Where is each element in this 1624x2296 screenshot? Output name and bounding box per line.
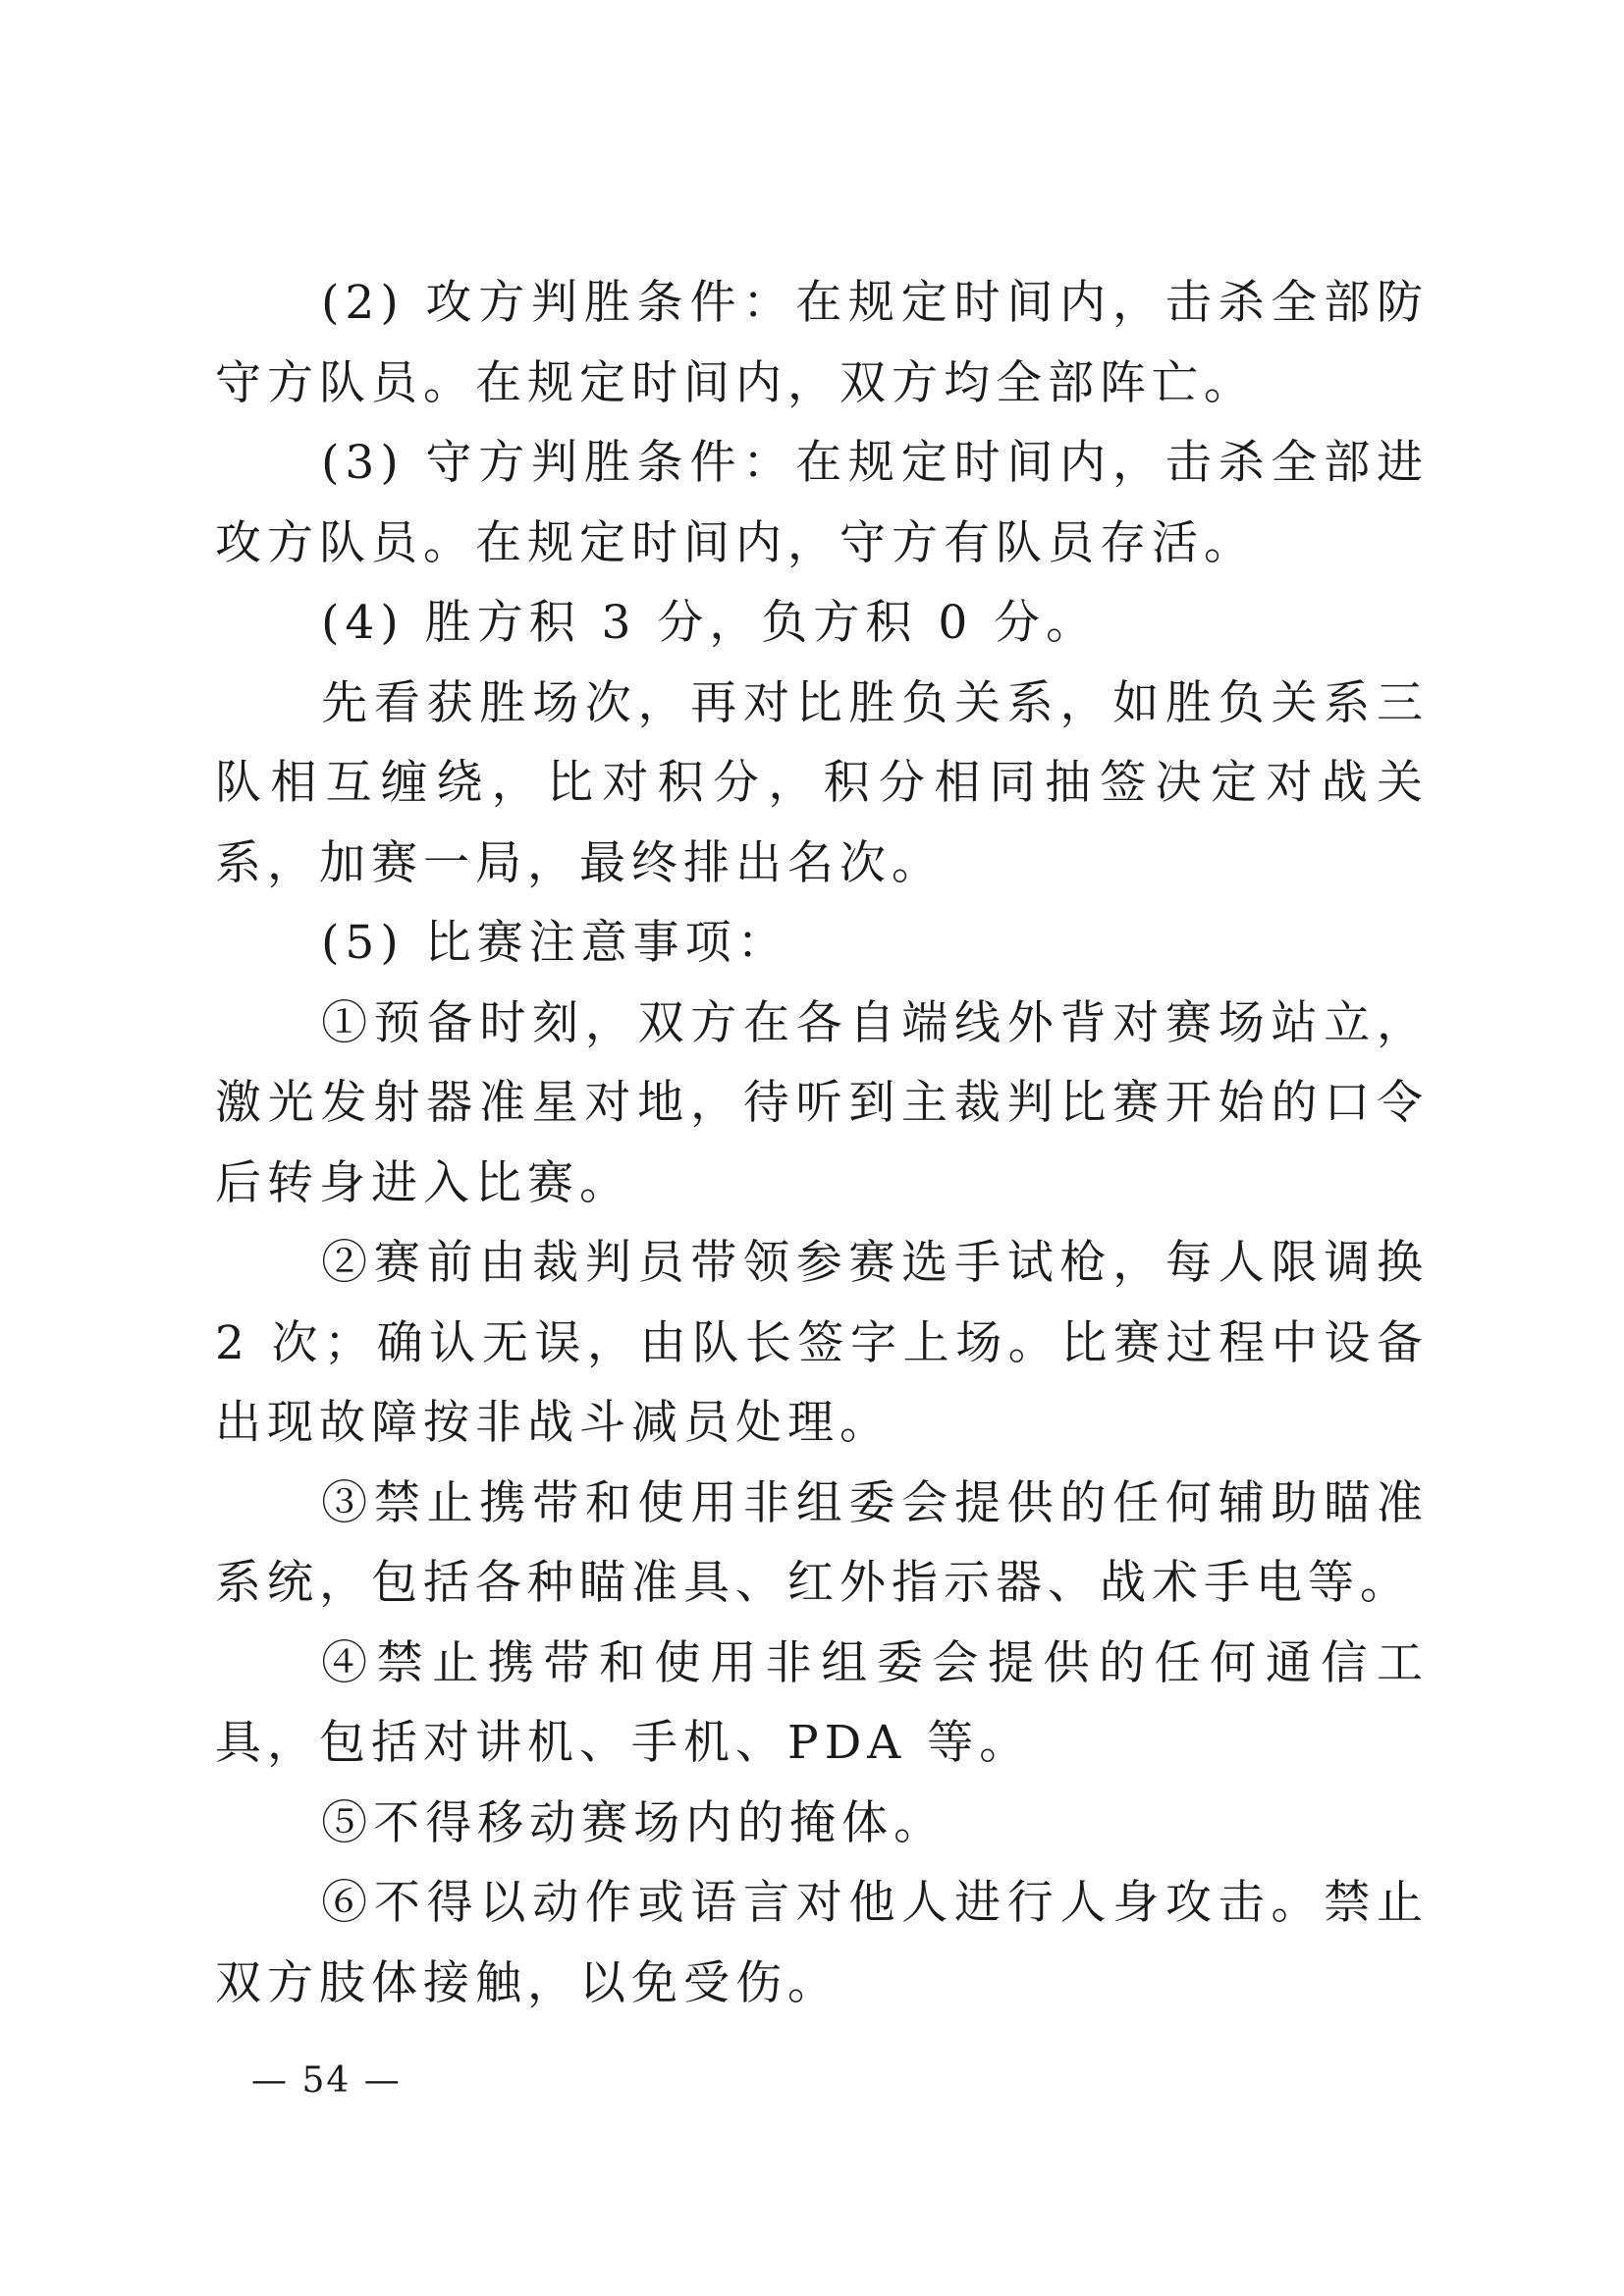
body-text (215, 263, 1429, 2023)
paragraph-ranking: 先看获胜场次，再对比胜负关系，如胜负关系三队相互缠绕，比对积分，积分相同抽签决定对战关系，加赛一局，最终排出名次。 (215, 675, 1429, 890)
paragraph-note-3: ③禁止携带和使用非组委会提供的任何辅助瞄准系统，包括各种瞄准具、红外指示器、战术手电等。 (215, 1475, 1429, 1610)
paragraph-note-5: ⑤不得移动赛场内的掩体。 (321, 1795, 947, 1850)
paragraph-defender-win: (3) 守方判胜条件：在规定时间内，击杀全部进攻方队员。在规定时间内，守方有队员存活。 (215, 436, 1429, 570)
paragraph-note-4: ④禁止携带和使用非组委会提供的任何通信工具，包括对讲机、手机、PDA 等。 (215, 1635, 1429, 1770)
paragraph-note-6: ⑥不得以动作或语言对他人进行人身攻击。禁止双方肢体接触，以免受伤。 (215, 1876, 1429, 2010)
page-number: — 54 — (251, 2060, 402, 2101)
paragraph-note-1: ①预备时刻，双方在各自端线外背对赛场站立，激光发射器准星对地，待听到主裁判比赛开始的口令后转身进入比赛。 (215, 995, 1429, 1210)
paragraph-points: (4) 胜方积 3 分，负方积 0 分。 (321, 596, 1099, 650)
paragraph-attacker-win: (2) 攻方判胜条件：在规定时间内，击杀全部防守方队员。在规定时间内，双方均全部阵亡。 (215, 276, 1429, 410)
paragraph-note-2: ②赛前由裁判员带领参赛选手试枪，每人限调换 2 次；确认无误，由队长签字上场。比赛过程中设备出现故障按非战斗减员处理。 (215, 1236, 1429, 1450)
paragraph-notes-heading: (5) 比赛注意事项： (321, 916, 789, 970)
